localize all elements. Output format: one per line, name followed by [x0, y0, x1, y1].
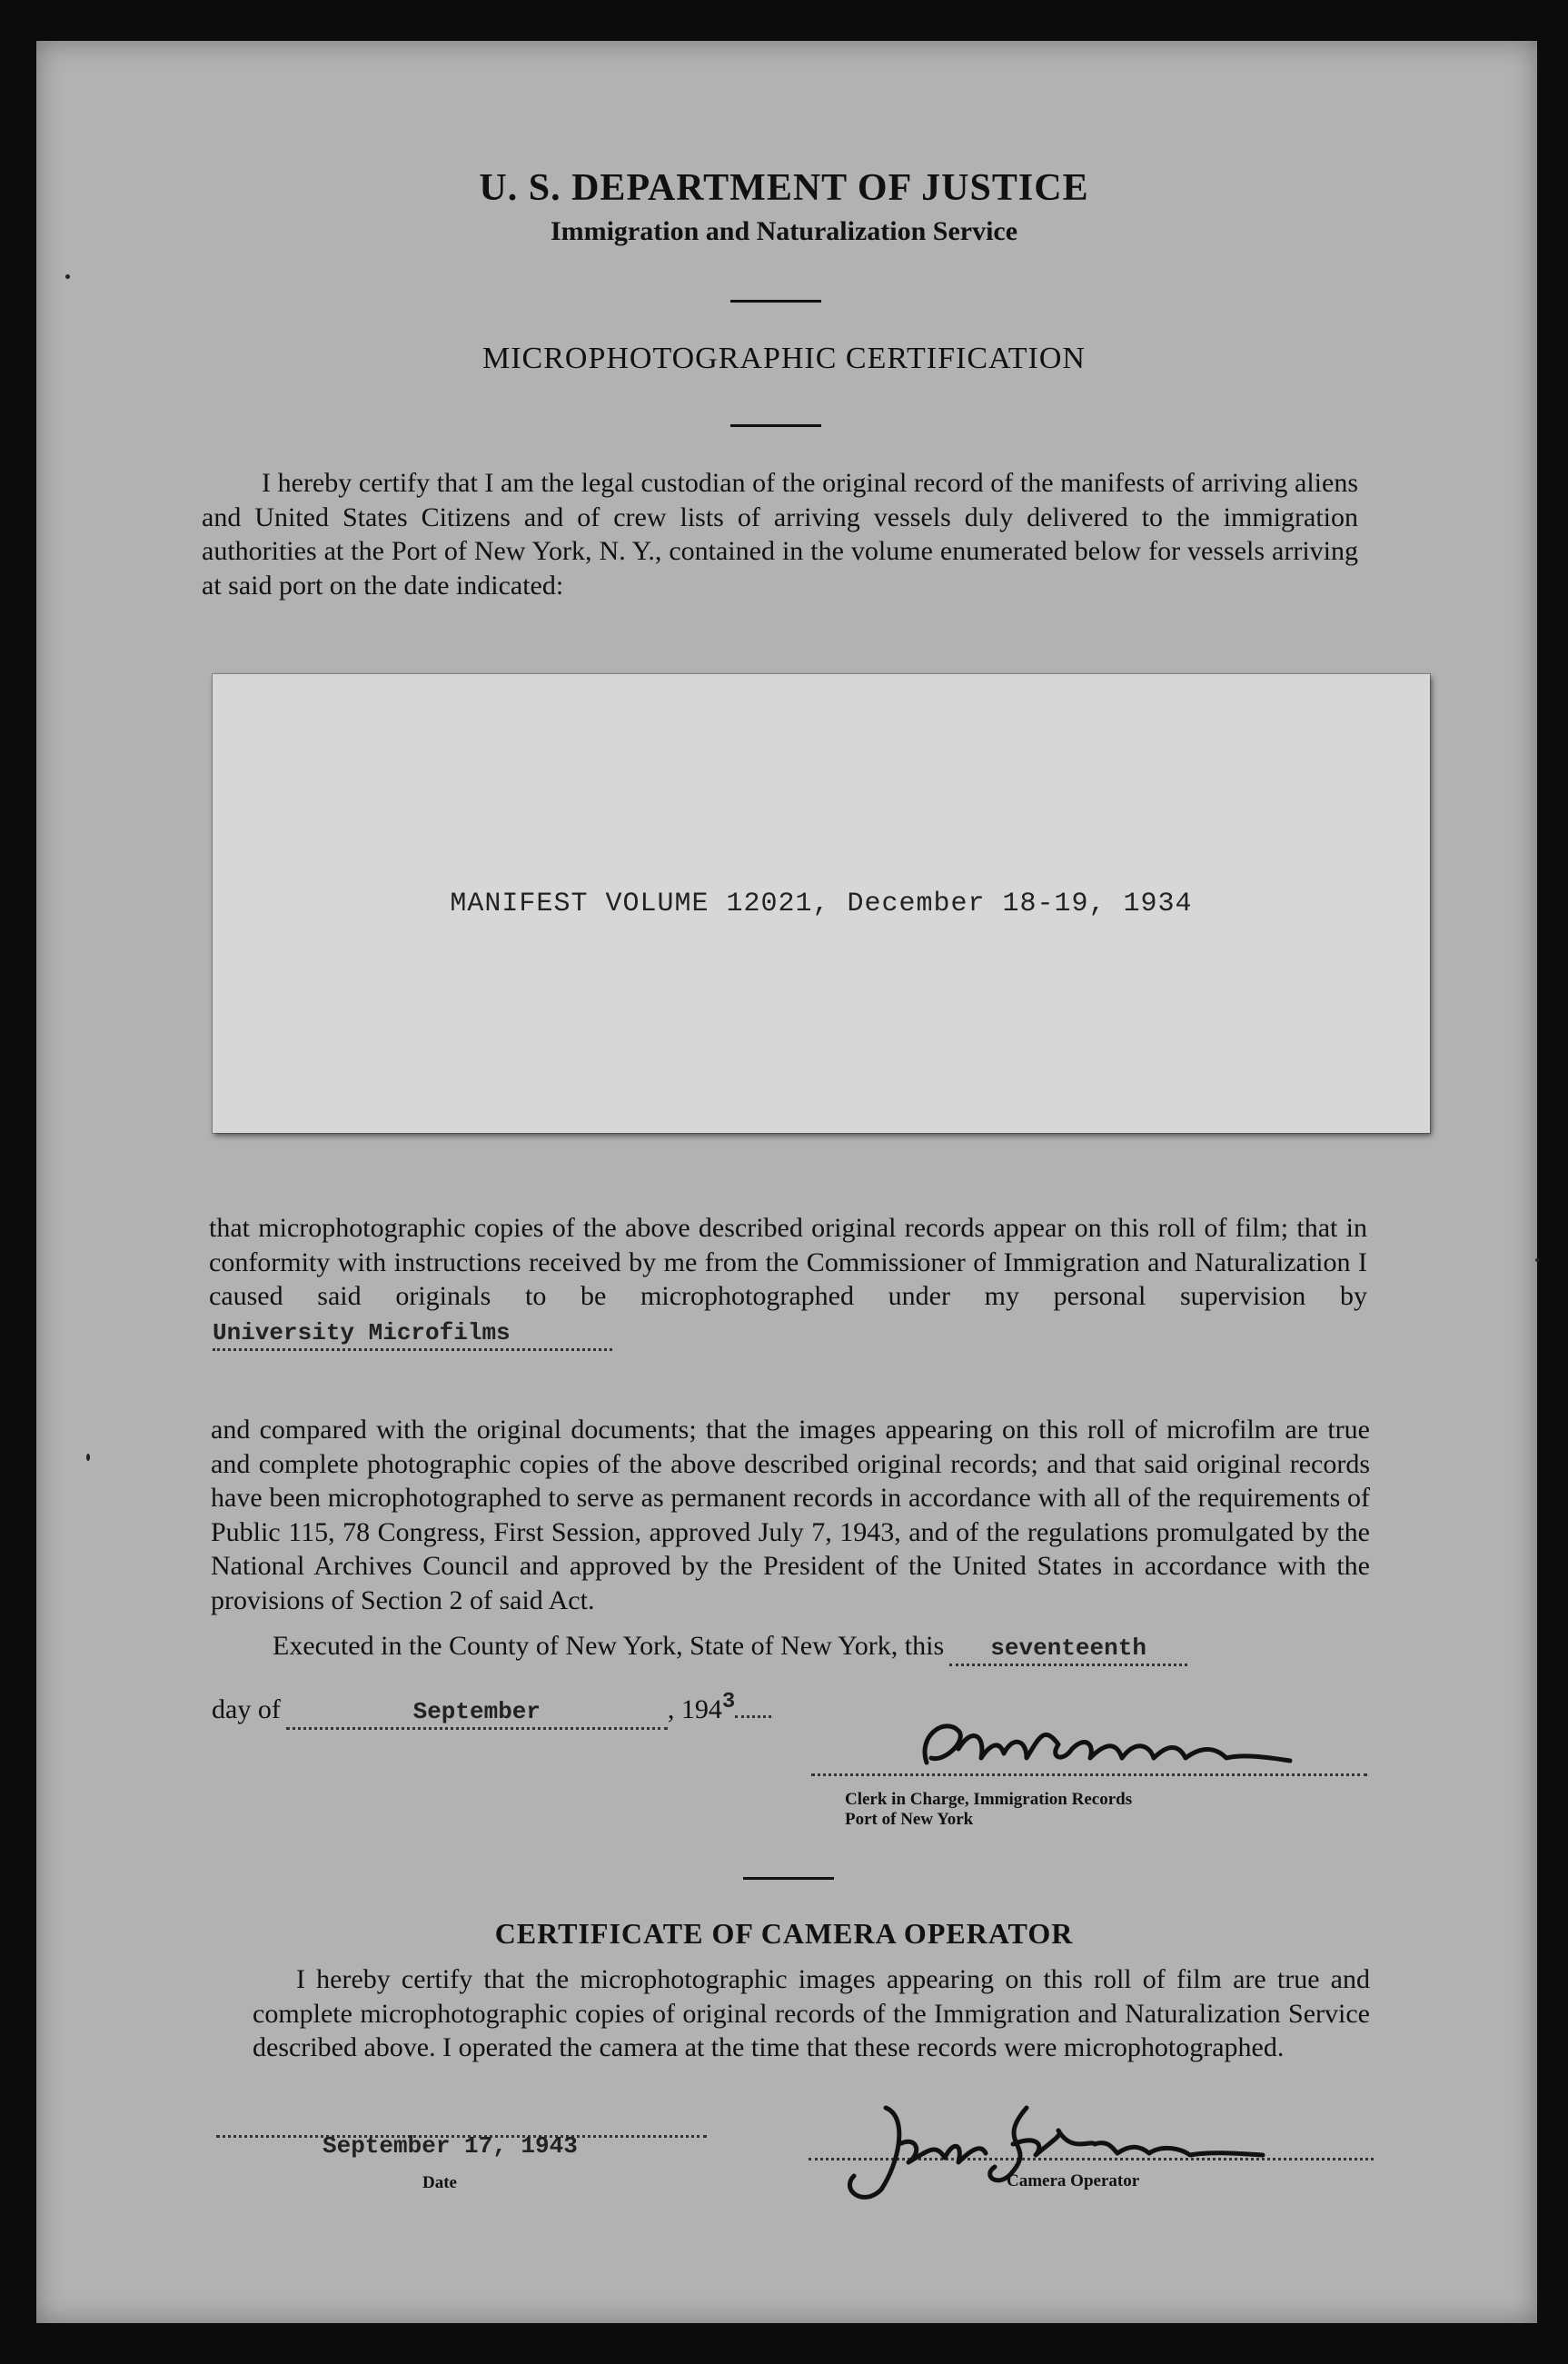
date-label: Date — [422, 2173, 457, 2192]
manifest-label-card — [213, 674, 1430, 1133]
divider-rule — [743, 1877, 834, 1880]
camera-operator-label: Camera Operator — [1007, 2171, 1140, 2190]
manifest-volume-text: MANIFEST VOLUME 12021, December 18-19, 1934 — [450, 888, 1193, 919]
certification-title: MICROPHOTOGRAPHIC CERTIFICATION — [481, 342, 1086, 375]
operator-fill-line — [213, 1316, 612, 1351]
certification-body-part2: and compared with the original documents; that the images appearing on this roll of microfilm are true and complete photographic copies of the above described original records; and that said original records have been microphotographed to serve as permanent records in accordance with all of the requirements of Public 115, 78 Congress, First Session, approved July 7, 1943, and of the regulations promulgated by the National Archives Council and approved by the President of the United States in accordance with the provisions of Section 2 of said Act. — [211, 1415, 1370, 1615]
agency-name: Immigration and Naturalization Service — [550, 216, 1018, 246]
operator-name: University Microfilms — [213, 1318, 511, 1346]
clerk-signature — [890, 1708, 1299, 1781]
month-fill-line — [286, 1694, 668, 1730]
day-fill-line — [949, 1631, 1187, 1666]
day-of-line — [212, 1690, 771, 1730]
clerk-title-line2: Port of New York — [845, 1810, 974, 1829]
department-title: U. S. DEPARTMENT OF JUSTICE — [479, 167, 1089, 209]
executed-text: Executed in the County of New York, State of New York, this — [273, 1631, 945, 1661]
divider-rule — [730, 300, 821, 303]
film-speck — [1535, 1258, 1540, 1262]
year-prefix: , 194 — [667, 1694, 722, 1724]
film-speck — [65, 274, 70, 279]
executed-line — [273, 1631, 1187, 1666]
divider-rule — [730, 424, 821, 427]
clerk-title — [845, 1790, 1132, 1830]
clerk-title-line1: Clerk in Charge, Immigration Records — [845, 1790, 1133, 1809]
body-text: that microphotographic copies of the above described original records appear on this roll of film; that in conformity with instructions received by me from the Commissioner of Immigration and Naturalization I caused said originals to be microphotographed under my personal supervision by — [209, 1213, 1367, 1311]
day-of-label: day of — [212, 1694, 281, 1724]
certification-body-part1 — [209, 1211, 1367, 1351]
camera-certificate-body: I hereby certify that the microphotographic images appearing on this roll of film are true and complete microphotographic copies of original records of the Immigration and Naturalization Service described above. I operated the camera at the time that these records were microphotographed. — [253, 1964, 1370, 2062]
year-fill-line — [735, 1715, 771, 1718]
camera-certificate-title: CERTIFICATE OF CAMERA OPERATOR — [494, 1917, 1074, 1950]
intro-paragraph: I hereby certify that I am the legal custodian of the original record of the manifests of arriving aliens and United States Citizens and of crew lists of arriving vessels duly delivered to the immigration authorities at the Port of New York, N. Y., contained in the volume enumerated below for vessels arriving at said port on the date indicated: — [202, 468, 1358, 601]
film-speck — [86, 1454, 90, 1461]
certificate-date: September 17, 1943 — [323, 2132, 578, 2160]
day-value: seventeenth — [990, 1634, 1146, 1662]
year-digit: 3 — [721, 1690, 736, 1714]
month-value: September — [412, 1698, 541, 1725]
